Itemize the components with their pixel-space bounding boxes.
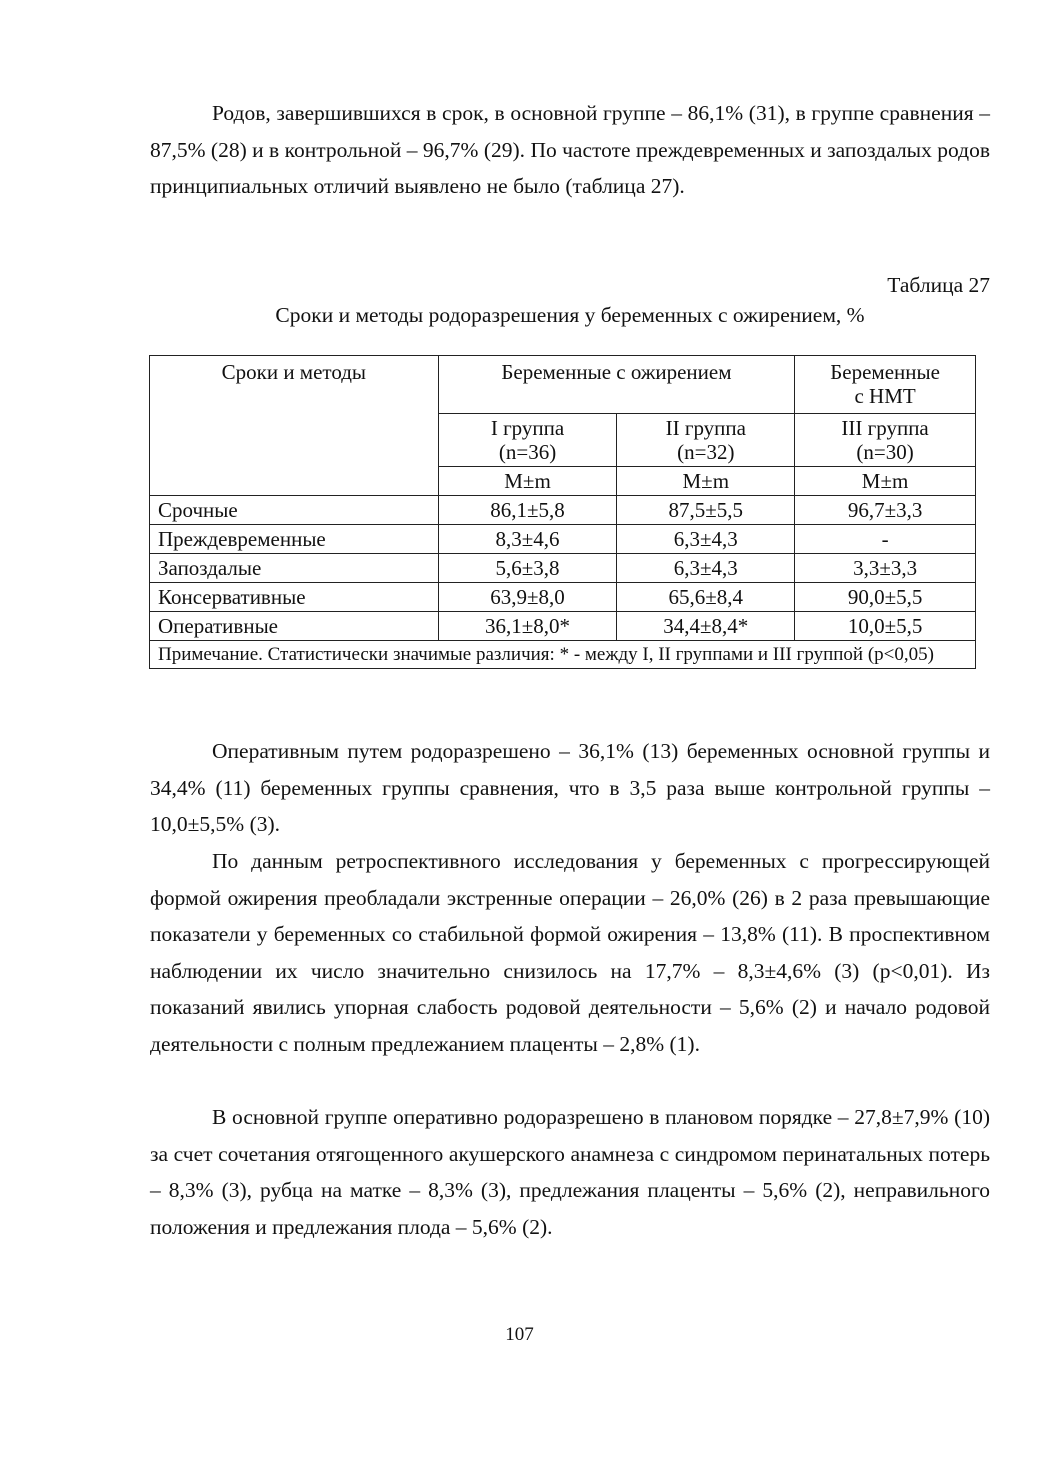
cell-group-1: 8,3±4,6 [438, 525, 617, 554]
header-group-1: I группа (n=36) [438, 414, 617, 467]
header-obese: Беременные с ожирением [438, 356, 795, 414]
table-row [150, 583, 976, 612]
cell-group-1: 5,6±3,8 [438, 554, 617, 583]
stat-label: M±m [438, 467, 617, 496]
paragraph-intro: Родов, завершившихся в срок, в основной группе – 86,1% (31), в группе сравнения – 87,5% (28) и в контрольной – 96,7% (29). По частоте преждевременных и запоздалых родов принципиальных отличий выявлено не было (таблица 27). [150, 101, 990, 198]
delivery-table [149, 355, 976, 669]
header-nmt: Беременные с НМТ [795, 356, 976, 414]
cell-group-1: 63,9±8,0 [438, 583, 617, 612]
cell-group-3: 10,0±5,5 [795, 612, 976, 641]
paragraph-operative: Оперативным путем родоразрешено – 36,1% (13) беременных основной группы и 34,4% (11) беременных группы сравнения, что в 3,5 раза выше контрольной группы – 10,0±5,5% (3). [150, 739, 990, 836]
cell-group-3: 3,3±3,3 [795, 554, 976, 583]
cell-group-1: 36,1±8,0* [438, 612, 617, 641]
stat-label: M±m [617, 467, 795, 496]
table-row [150, 525, 976, 554]
row-label: Срочные [150, 496, 439, 525]
row-label: Запоздалые [150, 554, 439, 583]
table-row [150, 612, 976, 641]
table-number: Таблица 27 [887, 273, 990, 297]
cell-group-3: - [795, 525, 976, 554]
page-number: 107 [505, 1324, 534, 1345]
header-group-2: II группа (n=32) [617, 414, 795, 467]
cell-group-3: 96,7±3,3 [795, 496, 976, 525]
table-note: Примечание. Статистически значимые различия: * - между I, II группами и III группой (p<0,05) [150, 641, 976, 669]
row-label: Консервативные [150, 583, 439, 612]
cell-group-1: 86,1±5,8 [438, 496, 617, 525]
cell-group-2: 87,5±5,5 [617, 496, 795, 525]
paragraph-planned: В основной группе оперативно родоразрешено в плановом порядке – 27,8±7,9% (10) за счет сочетания отягощенного акушерского анамнеза с синдромом перинатальных потерь – 8,3% (3), рубца на матке – 8,3% (3), предлежания плаценты – 5,6% (2), неправильного положения и предлежания плода – 5,6% (2). [150, 1105, 990, 1239]
table-row [150, 554, 976, 583]
cell-group-2: 34,4±8,4* [617, 612, 795, 641]
header-group-3: III группа (n=30) [795, 414, 976, 467]
table-row [150, 496, 976, 525]
cell-group-3: 90,0±5,5 [795, 583, 976, 612]
table-caption: Сроки и методы родоразрешения у беременных с ожирением, % [275, 303, 865, 327]
table-header-row [150, 356, 976, 414]
cell-group-2: 6,3±4,3 [617, 554, 795, 583]
stat-label: M±m [795, 467, 976, 496]
row-label: Преждевременные [150, 525, 439, 554]
cell-group-2: 6,3±4,3 [617, 525, 795, 554]
cell-group-2: 65,6±8,4 [617, 583, 795, 612]
row-label: Оперативные [150, 612, 439, 641]
table-note-row [150, 641, 976, 669]
header-methods: Сроки и методы [150, 356, 439, 496]
paragraph-retrospective: По данным ретроспективного исследования у беременных с прогрессирующей формой ожирения преобладали экстренные операции – 26,0% (26) в 2 раза превышающие показатели у беременных со стабильной формой ожирения – 13,8% (11). В проспективном наблюдении их число значительно снизилось на 17,7% – 8,3±4,6% (3) (p<0,01). Из показаний явились упорная слабость родовой деятельности – 5,6% (2) и начало родовой деятельности с полным предлежанием плаценты – 2,8% (1). [150, 849, 990, 1056]
